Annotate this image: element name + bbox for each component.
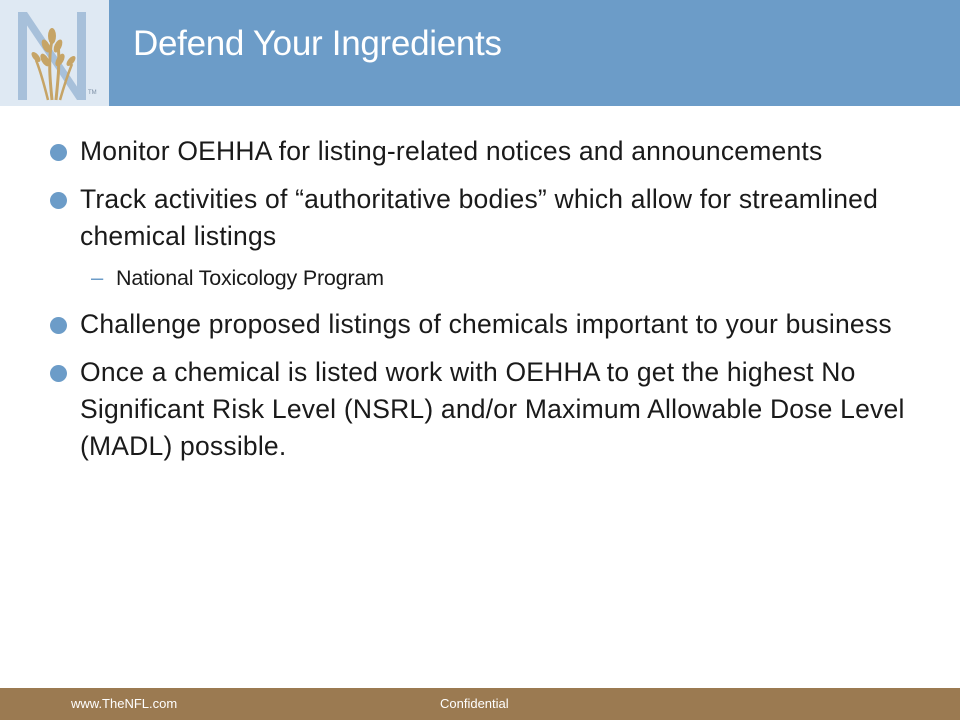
bullet-dot-icon: [50, 144, 67, 161]
bullet-text: Track activities of “authoritative bodies” which allow for streamlined chemical listings: [80, 184, 879, 251]
bullet-dot-icon: [50, 365, 67, 382]
sub-bullet-text: National Toxicology Program: [116, 266, 384, 290]
slide-header: [0, 0, 960, 106]
bullet-text: Monitor OEHHA for listing-related notices and announcements: [80, 136, 823, 166]
sub-bullet-item: [48, 262, 908, 294]
slide-title: Defend Your Ingredients: [133, 24, 502, 63]
bullet-text: Once a chemical is listed work with OEHHA to get the highest No Significant Risk Level (NSRL) and/or Maximum Allowable Dose Level (MADL) possible.: [80, 357, 905, 461]
bullet-dot-icon: [50, 192, 67, 209]
nfl-logo: [0, 0, 109, 106]
trademark-mark: TM: [88, 90, 97, 96]
bullet-item: [48, 133, 908, 170]
bullet-item: [48, 181, 908, 255]
bullet-text: Challenge proposed listings of chemicals important to your business: [80, 309, 892, 339]
footer-confidential-label: Confidential: [440, 696, 509, 711]
slide-footer: [0, 688, 960, 720]
dash-icon: –: [91, 265, 104, 290]
bullet-item: [48, 354, 908, 465]
bullet-item: [48, 306, 908, 343]
footer-website-link[interactable]: www.TheNFL.com: [71, 696, 178, 711]
bullet-dot-icon: [50, 317, 67, 334]
bullet-list: [48, 133, 908, 476]
